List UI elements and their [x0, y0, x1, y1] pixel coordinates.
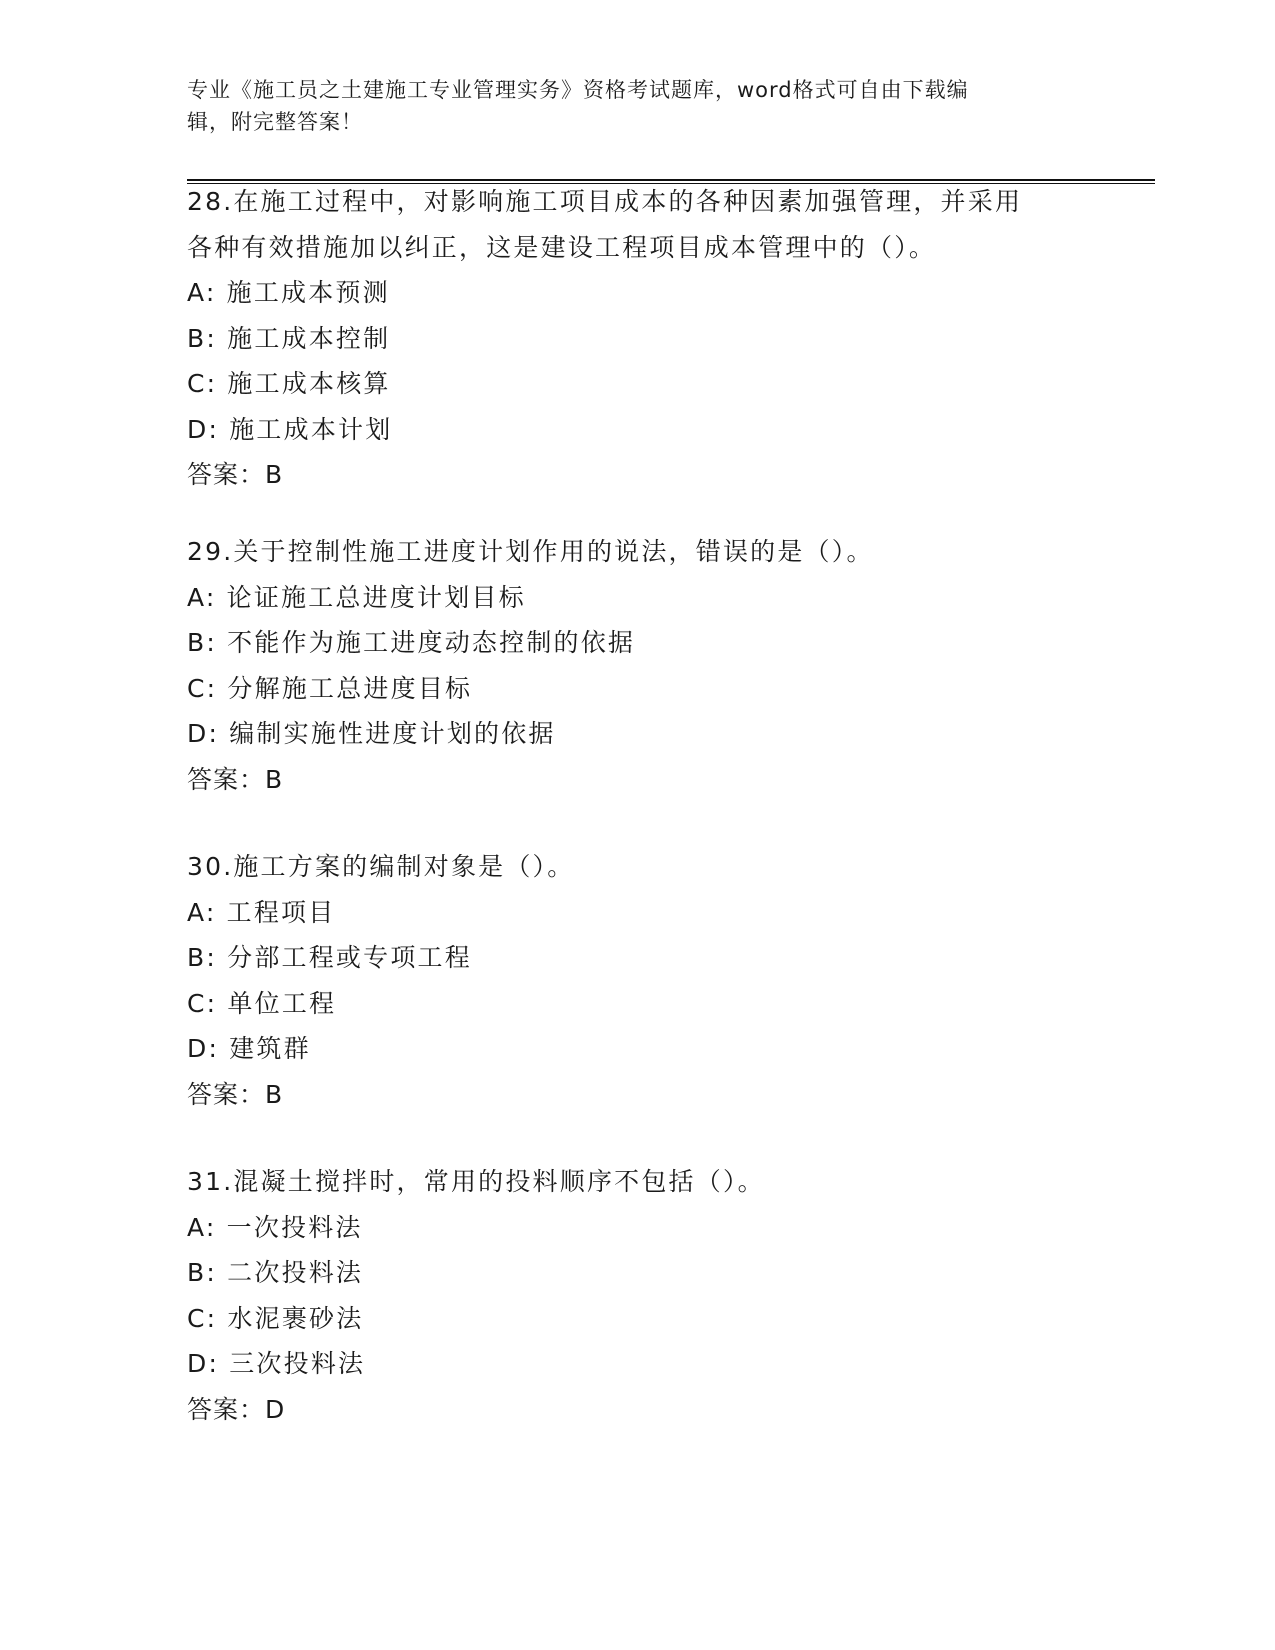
- option-d: D: 三次投料法: [187, 1349, 366, 1378]
- document-header: [187, 74, 1087, 138]
- option-a: A: 一次投料法: [187, 1212, 363, 1242]
- option-c: C: 单位工程: [187, 988, 337, 1018]
- answer: 答案：B: [187, 460, 284, 489]
- answer: 答案：B: [187, 764, 284, 794]
- option-d: D: 建筑群: [187, 1034, 311, 1063]
- question-stem: 29.关于控制性施工进度计划作用的说法，错误的是（）。: [187, 537, 874, 566]
- header-line-2: 辑，附完整答案！: [187, 110, 363, 134]
- option-b: B: 分部工程或专项工程: [187, 943, 472, 972]
- question-stem: 30.施工方案的编制对象是（）。: [187, 852, 575, 881]
- answer: 答案：B: [187, 1079, 284, 1109]
- option-a: A: 工程项目: [187, 897, 336, 927]
- option-a: A: 施工成本预测: [187, 278, 390, 307]
- option-d: D: 编制实施性进度计划的依据: [187, 719, 556, 748]
- question-30: [187, 844, 1087, 1117]
- question-stem: 28.在施工过程中，对影响施工项目成本的各种因素加强管理，并采用: [187, 187, 1023, 216]
- option-b: B: 施工成本控制: [187, 323, 391, 353]
- question-28: [187, 179, 1087, 498]
- option-c: C: 水泥裹砂法: [187, 1303, 364, 1333]
- question-29: [187, 529, 1087, 802]
- option-c: C: 施工成本核算: [187, 369, 391, 398]
- question-stem-continued: 各种有效措施加以纠正，这是建设工程项目成本管理中的（）。: [187, 232, 937, 262]
- option-d: D: 施工成本计划: [187, 414, 393, 444]
- answer: 答案：D: [187, 1394, 286, 1424]
- option-b: B: 二次投料法: [187, 1258, 364, 1287]
- option-a: A: 论证施工总进度计划目标: [187, 582, 526, 612]
- option-b: B: 不能作为施工进度动态控制的依据: [187, 628, 636, 657]
- header-line-1: 专业《施工员之土建施工专业管理实务》资格考试题库，word格式可自由下载编: [187, 78, 969, 102]
- question-stem: 31.混凝土搅拌时，常用的投料顺序不包括（）。: [187, 1167, 765, 1196]
- option-c: C: 分解施工总进度目标: [187, 673, 473, 703]
- question-31: [187, 1159, 1087, 1432]
